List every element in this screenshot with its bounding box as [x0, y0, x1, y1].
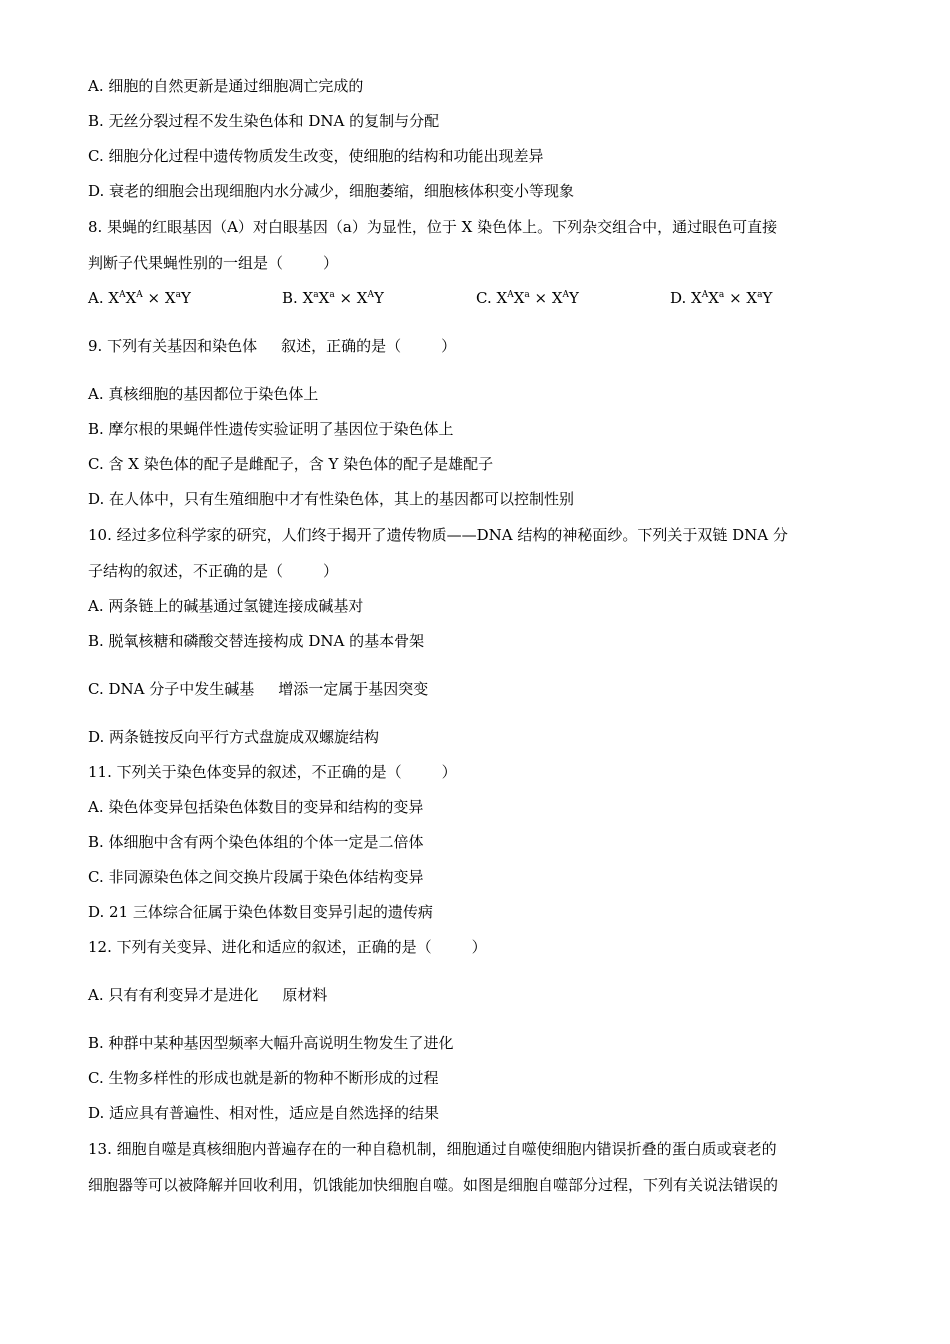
q7-option-d: D. 衰老的细胞会出现细胞内水分减少，细胞萎缩，细胞核体积变小等现象	[88, 182, 575, 200]
q10-option-a: A. 两条链上的碱基通过氢键连接成碱基对	[88, 597, 364, 615]
q12-option-d: D. 适应具有普遍性、相对性，适应是自然选择的结果	[88, 1104, 440, 1122]
q8-option-d: D. $X^AX^a \times X^aY$	[670, 289, 773, 307]
q11-stem: 11. 下列关于染色体变异的叙述，不正确的是（ ）	[88, 763, 457, 781]
q12-option-a: A. 只有有利变异才是进化 原材料	[88, 986, 328, 1004]
q11-option-d: D. 21 三体综合征属于染色体数目变异引起的遗传病	[88, 903, 433, 921]
q10-stem-line2: 子结构的叙述，不正确的是（ ）	[88, 562, 339, 580]
q9-option-a: A. 真核细胞的基因都位于染色体上	[88, 385, 319, 403]
q12-stem: 12. 下列有关变异、进化和适应的叙述，正确的是（ ）	[88, 938, 487, 956]
q7-option-c: C. 细胞分化过程中遗传物质发生改变，使细胞的结构和功能出现差异	[88, 147, 544, 165]
q12-option-b: B. 种群中某种基因型频率大幅升高说明生物发生了进化	[88, 1034, 454, 1052]
q9-option-d: D. 在人体中，只有生殖细胞中才有性染色体，其上的基因都可以控制性别	[88, 490, 575, 508]
q10-option-d: D. 两条链按反向平行方式盘旋成双螺旋结构	[88, 728, 380, 746]
q13-stem-line1: 13. 细胞自噬是真核细胞内普遍存在的一种自稳机制，细胞通过自噬使细胞内错误折叠的蛋白质或衰老的	[88, 1140, 777, 1158]
q9-option-b: B. 摩尔根的果蝇伴性遗传实验证明了基因位于染色体上	[88, 420, 454, 438]
q8-stem-line2: 判断子代果蝇性别的一组是（ ）	[88, 254, 339, 272]
q10-option-b: B. 脱氧核糖和磷酸交替连接构成 DNA 的基本骨架	[88, 632, 425, 650]
q12-option-c: C. 生物多样性的形成也就是新的物种不断形成的过程	[88, 1069, 439, 1087]
q11-option-c: C. 非同源染色体之间交换片段属于染色体结构变异	[88, 868, 424, 886]
q9-stem: 9. 下列有关基因和染色体 叙述，正确的是（ ）	[88, 337, 457, 355]
q8-option-c: C. $X^AX^a \times X^AY$	[476, 289, 579, 307]
q8-option-a: A. $X^AX^A \times X^aY$	[88, 289, 191, 307]
q11-option-a: A. 染色体变异包括染色体数目的变异和结构的变异	[88, 798, 424, 816]
q11-option-b: B. 体细胞中含有两个染色体组的个体一定是二倍体	[88, 833, 424, 851]
q9-option-c: C. 含 X 染色体的配子是雌配子，含 Y 染色体的配子是雄配子	[88, 455, 494, 473]
q10-stem-line1: 10. 经过多位科学家的研究，人们终于揭开了遗传物质——DNA 结构的神秘面纱。下列关于双链 DNA 分	[88, 526, 788, 544]
q8-option-b: B. $X^aX^a \times X^AY$	[282, 289, 384, 307]
q10-option-c: C. DNA 分子中发生碱基 增添一定属于基因突变	[88, 680, 429, 698]
q7-option-b: B. 无丝分裂过程不发生染色体和 DNA 的复制与分配	[88, 112, 440, 130]
q7-option-a: A. 细胞的自然更新是通过细胞凋亡完成的	[88, 77, 364, 95]
q13-stem-line2: 细胞器等可以被降解并回收利用，饥饿能加快细胞自噬。如图是细胞自噬部分过程，下列有关说法错误的	[88, 1176, 779, 1194]
q8-stem-line1: 8. 果蝇的红眼基因（A）对白眼基因（a）为显性，位于 X 染色体上。下列杂交组合中，通过眼色可直接	[88, 218, 778, 236]
